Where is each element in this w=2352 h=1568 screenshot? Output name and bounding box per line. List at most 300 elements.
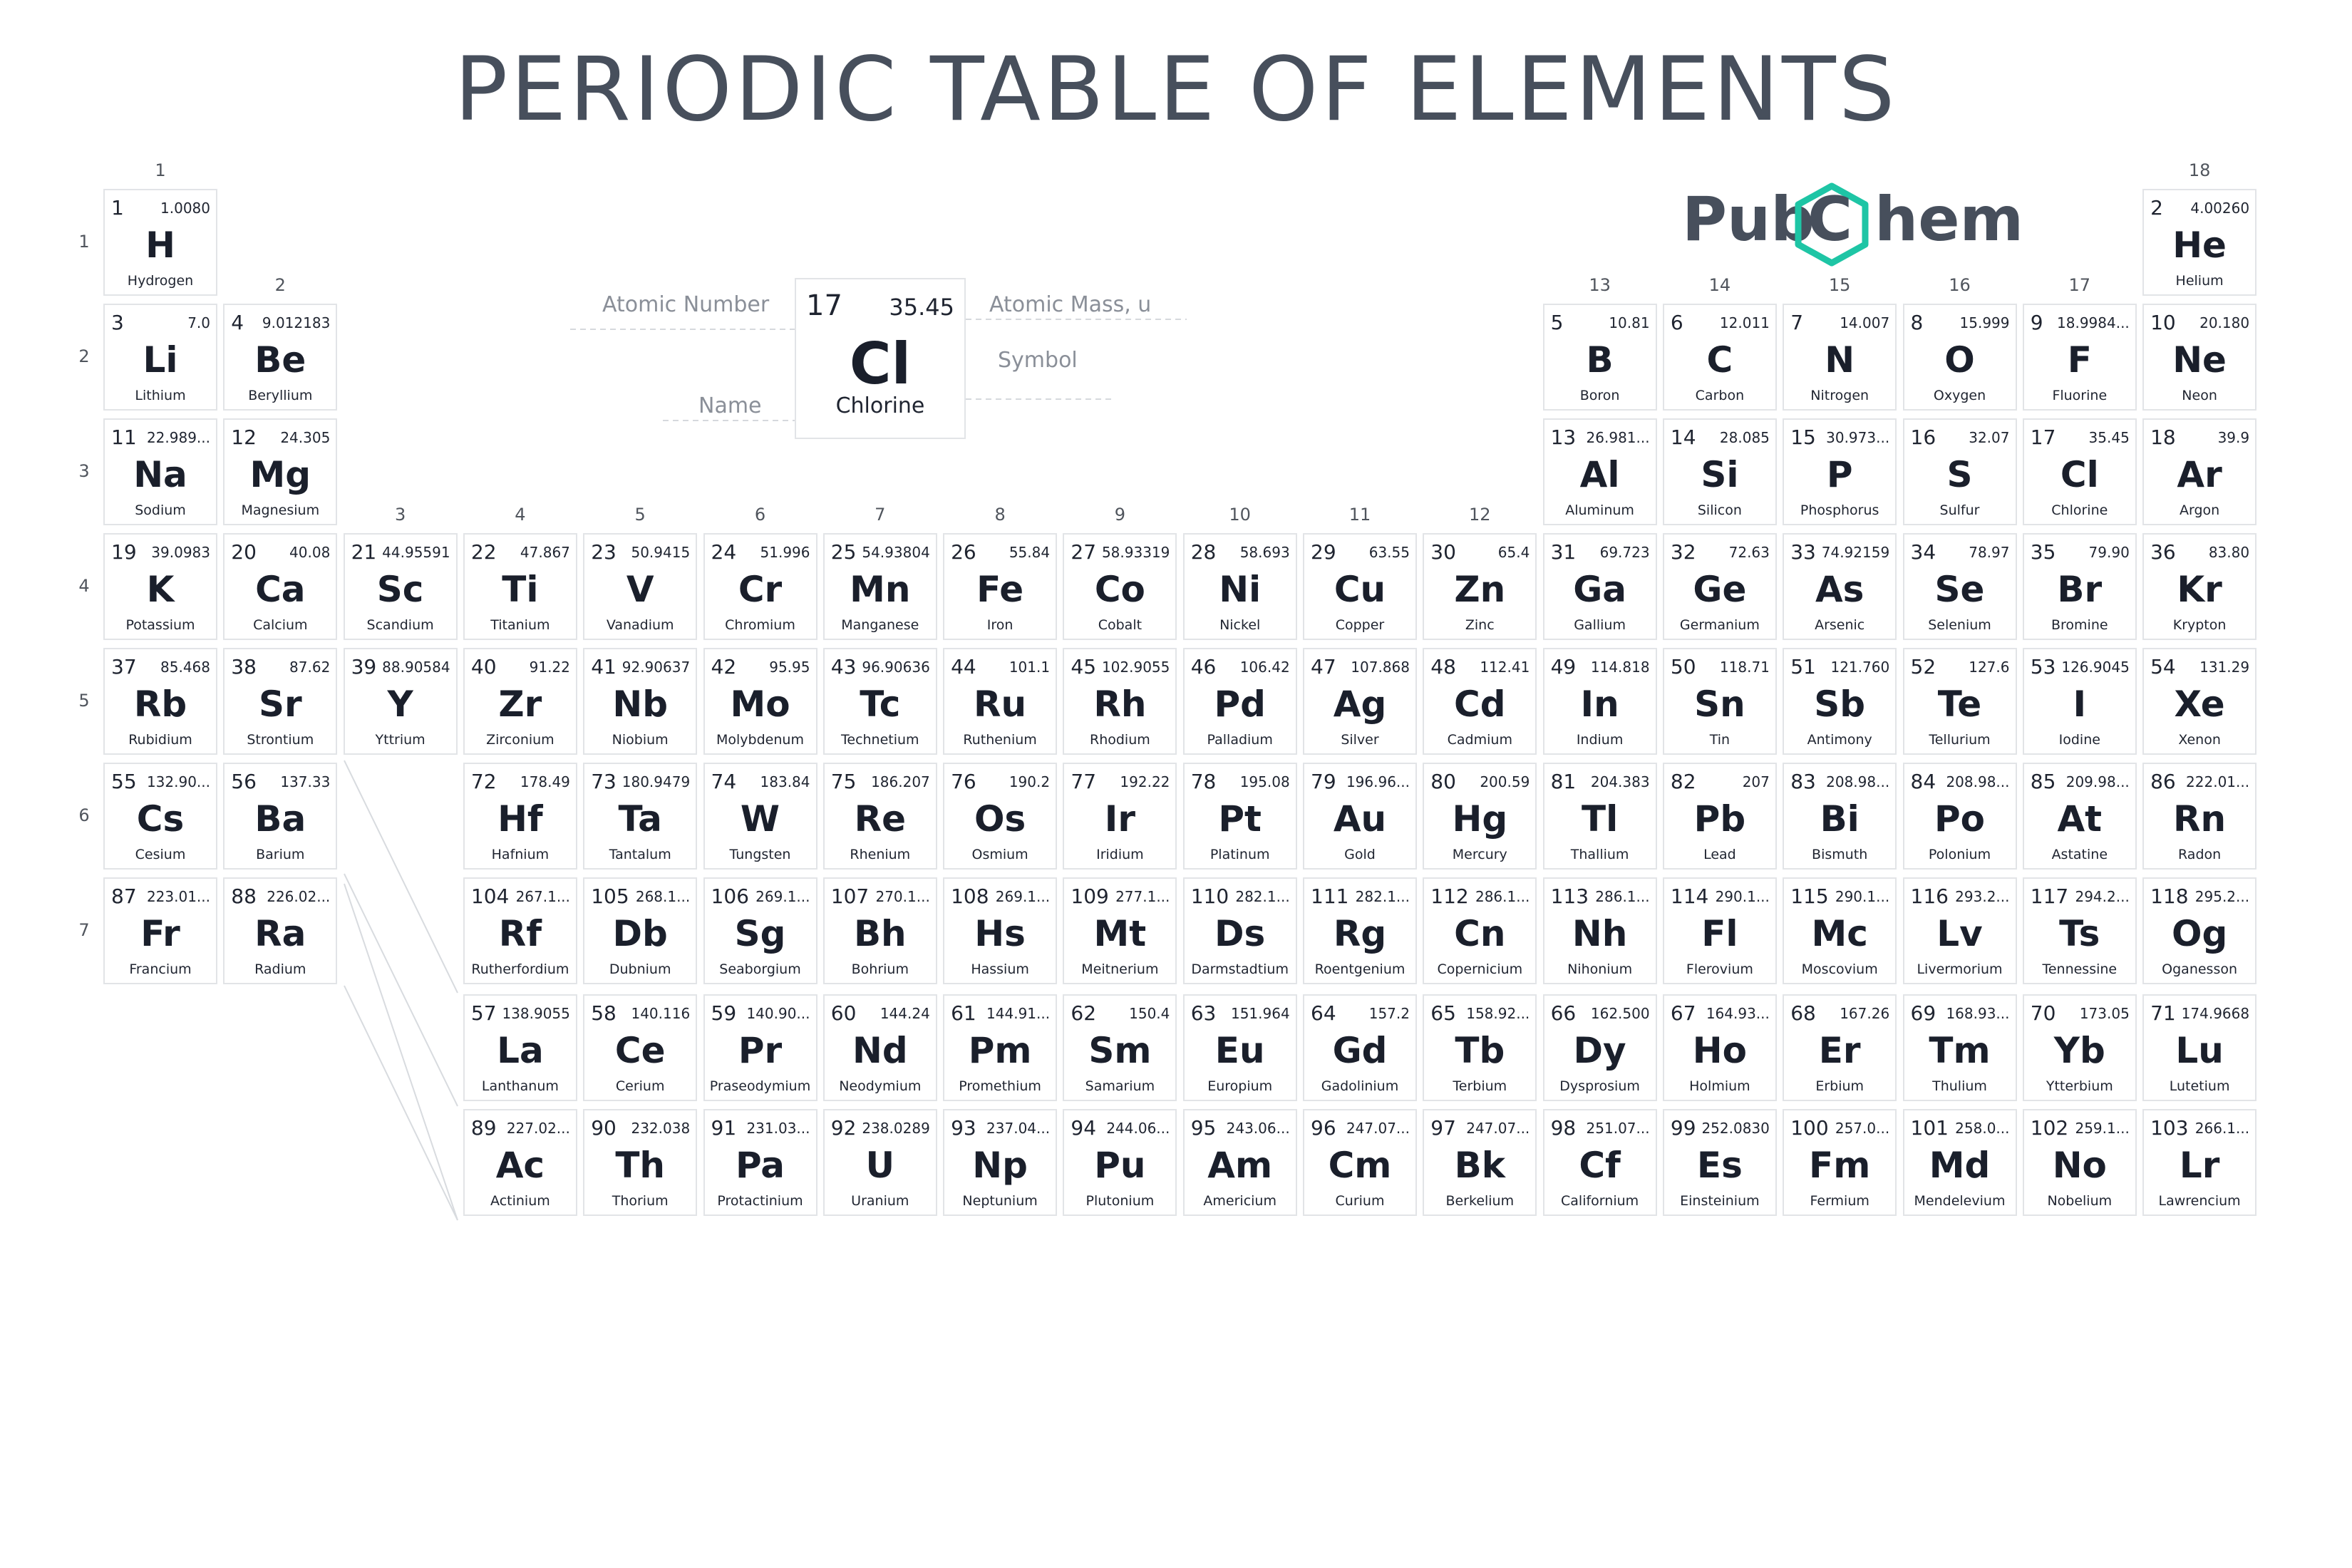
element-symbol: B: [1586, 339, 1614, 381]
element-atomic-mass: 10.81: [1609, 314, 1650, 331]
element-name: Germanium: [1679, 617, 1760, 633]
element-cell-he[interactable]: [2142, 189, 2256, 296]
legend-label-atomic-mass: Atomic Mass, u: [989, 292, 1152, 317]
element-cell-al[interactable]: [1543, 418, 1657, 525]
element-atomic-number: 77: [1071, 770, 1097, 793]
element-name: Strontium: [247, 732, 314, 748]
element-cell-ce[interactable]: [583, 994, 697, 1101]
element-name: Technetium: [841, 732, 919, 748]
element-symbol: Nb: [612, 684, 668, 725]
element-atomic-mass: 140.90...: [746, 1005, 810, 1022]
element-cell-rh[interactable]: [1063, 648, 1177, 755]
element-atomic-number: 3: [111, 311, 124, 334]
element-name: Chromium: [725, 617, 795, 633]
element-cell-am[interactable]: [1183, 1109, 1297, 1216]
element-atomic-number: 60: [830, 1001, 857, 1025]
element-atomic-number: 33: [1790, 540, 1816, 564]
element-atomic-mass: 237.04...: [986, 1120, 1051, 1137]
page-title: PERIODIC TABLE OF ELEMENTS: [454, 38, 1898, 141]
group-label: 10: [1229, 505, 1251, 525]
element-atomic-mass: 173.05: [2079, 1005, 2130, 1022]
element-cell-mt[interactable]: [1063, 877, 1177, 984]
element-atomic-mass: 107.868: [1351, 659, 1410, 676]
element-symbol: Ra: [254, 913, 306, 954]
element-name: Terbium: [1453, 1078, 1507, 1094]
element-name: Antimony: [1807, 732, 1872, 748]
element-atomic-number: 118: [2150, 884, 2189, 908]
group-label: 13: [1589, 275, 1611, 295]
element-atomic-number: 21: [351, 540, 377, 564]
element-name: Carbon: [1695, 388, 1745, 403]
element-atomic-mass: 286.1...: [1595, 888, 1650, 905]
element-atomic-mass: 222.01...: [2186, 773, 2250, 790]
element-cell-hf[interactable]: [463, 763, 577, 870]
element-cell-tb[interactable]: [1423, 994, 1537, 1101]
element-symbol: Sb: [1814, 684, 1866, 725]
element-cell-bh[interactable]: [823, 877, 937, 984]
element-atomic-number: 4: [231, 311, 244, 334]
element-symbol: Te: [1937, 684, 1982, 725]
element-name: Tellurium: [1929, 732, 1991, 748]
element-cell-gd[interactable]: [1303, 994, 1417, 1101]
element-cell-ra[interactable]: [223, 877, 337, 984]
element-atomic-number: 25: [830, 540, 857, 564]
element-cell-ga[interactable]: [1543, 533, 1657, 640]
element-cell-ti[interactable]: [463, 533, 577, 640]
element-cell-fl[interactable]: [1663, 877, 1777, 984]
element-cell-es[interactable]: [1663, 1109, 1777, 1216]
element-atomic-mass: 1.0080: [160, 200, 210, 217]
element-atomic-mass: 204.383: [1590, 773, 1650, 790]
element-cell-hs[interactable]: [943, 877, 1057, 984]
element-cell-ds[interactable]: [1183, 877, 1297, 984]
element-cell-as[interactable]: [1783, 533, 1897, 640]
element-cell-pd[interactable]: [1183, 648, 1297, 755]
element-atomic-number: 78: [1190, 770, 1217, 793]
element-symbol: Ho: [1692, 1030, 1747, 1071]
element-name: Iridium: [1096, 847, 1144, 862]
element-cell-co[interactable]: [1063, 533, 1177, 640]
element-atomic-mass: 63.55: [1368, 544, 1410, 561]
element-name: Lutetium: [2169, 1078, 2230, 1094]
element-cell-os[interactable]: [943, 763, 1057, 870]
element-atomic-number: 90: [591, 1116, 617, 1140]
element-atomic-number: 86: [2150, 770, 2176, 793]
element-cell-i[interactable]: [2023, 648, 2137, 755]
element-cell-sg[interactable]: [703, 877, 817, 984]
element-name: Oganesson: [2162, 961, 2238, 977]
element-atomic-mass: 114.818: [1590, 659, 1650, 676]
element-atomic-number: 75: [830, 770, 857, 793]
element-name: Zinc: [1465, 617, 1495, 633]
element-name: Calcium: [253, 617, 308, 633]
element-atomic-number: 15: [1790, 425, 1816, 449]
element-cell-fm[interactable]: [1783, 1109, 1897, 1216]
element-cell-ar[interactable]: [2142, 418, 2256, 525]
element-cell-si[interactable]: [1663, 418, 1777, 525]
element-cell-b[interactable]: [1543, 304, 1657, 411]
element-cell-w[interactable]: [703, 763, 817, 870]
element-cell-rn[interactable]: [2142, 763, 2256, 870]
element-atomic-number: 11: [111, 425, 137, 449]
element-atomic-mass: 207: [1742, 773, 1770, 790]
element-name: Flerovium: [1686, 961, 1753, 977]
element-cell-h[interactable]: [103, 189, 217, 296]
element-atomic-mass: 137.33: [280, 773, 331, 790]
element-cell-be[interactable]: [223, 304, 337, 411]
element-name: Promethium: [959, 1078, 1041, 1094]
element-name: Dubnium: [609, 961, 671, 977]
element-cell-dy[interactable]: [1543, 994, 1657, 1101]
element-symbol: Ba: [254, 798, 306, 840]
element-atomic-number: 35: [2030, 540, 2056, 564]
element-atomic-number: 29: [1311, 540, 1336, 564]
element-cell-fr[interactable]: [103, 877, 217, 984]
element-symbol: Pm: [968, 1030, 1032, 1071]
element-cell-yb[interactable]: [2023, 994, 2137, 1101]
element-cell-ba[interactable]: [223, 763, 337, 870]
element-symbol: Pu: [1094, 1145, 1146, 1186]
element-symbol: Rn: [2173, 798, 2227, 840]
element-name: Xenon: [2178, 732, 2221, 748]
element-atomic-number: 2: [2150, 196, 2163, 220]
element-cell-sn[interactable]: [1663, 648, 1777, 755]
element-cell-sb[interactable]: [1783, 648, 1897, 755]
element-atomic-mass: 174.9668: [2181, 1005, 2250, 1022]
element-atomic-mass: 138.9055: [502, 1005, 570, 1022]
element-cell-md[interactable]: [1903, 1109, 2017, 1216]
group-label: 16: [1949, 275, 1971, 295]
element-cell-s[interactable]: [1903, 418, 2017, 525]
element-cell-ru[interactable]: [943, 648, 1057, 755]
element-cell-p[interactable]: [1783, 418, 1897, 525]
element-cell-cm[interactable]: [1303, 1109, 1417, 1216]
element-atomic-number: 95: [1190, 1116, 1217, 1140]
element-cell-mo[interactable]: [703, 648, 817, 755]
element-cell-nd[interactable]: [823, 994, 937, 1101]
element-symbol: Mg: [249, 454, 311, 495]
element-cell-v[interactable]: [583, 533, 697, 640]
element-cell-cr[interactable]: [703, 533, 817, 640]
element-cell-zr[interactable]: [463, 648, 577, 755]
element-symbol: Nd: [852, 1030, 908, 1071]
element-cell-rg[interactable]: [1303, 877, 1417, 984]
element-atomic-number: 31: [1550, 540, 1577, 564]
element-cell-mc[interactable]: [1783, 877, 1897, 984]
element-atomic-number: 54: [2150, 655, 2176, 679]
element-cell-te[interactable]: [1903, 648, 2017, 755]
element-cell-cf[interactable]: [1543, 1109, 1657, 1216]
element-cell-bi[interactable]: [1783, 763, 1897, 870]
element-symbol: Cs: [136, 798, 185, 840]
element-cell-no[interactable]: [2023, 1109, 2137, 1216]
element-atomic-number: 53: [2030, 655, 2056, 679]
element-cell-og[interactable]: [2142, 877, 2256, 984]
element-atomic-mass: 269.1...: [995, 888, 1051, 905]
element-cell-c[interactable]: [1663, 304, 1777, 411]
element-symbol: Ti: [502, 569, 539, 610]
element-cell-ca[interactable]: [223, 533, 337, 640]
element-cell-ts[interactable]: [2023, 877, 2137, 984]
element-atomic-mass: 55.84: [1009, 544, 1051, 561]
element-cell-rb[interactable]: [103, 648, 217, 755]
element-atomic-mass: 65.4: [1497, 544, 1530, 561]
element-cell-at[interactable]: [2023, 763, 2137, 870]
element-cell-ta[interactable]: [583, 763, 697, 870]
element-atomic-mass: 293.2...: [1955, 888, 2010, 905]
element-atomic-mass: 286.1...: [1475, 888, 1530, 905]
element-symbol: Ca: [255, 569, 306, 610]
element-cell-mg[interactable]: [223, 418, 337, 525]
element-atomic-number: 16: [1910, 425, 1936, 449]
element-atomic-number: 36: [2150, 540, 2176, 564]
element-symbol: Xe: [2174, 684, 2225, 725]
element-atomic-mass: 106.42: [1239, 659, 1290, 676]
element-cell-sc[interactable]: [344, 533, 458, 640]
element-symbol: Mt: [1093, 913, 1147, 954]
element-atomic-number: 106: [711, 884, 749, 908]
element-name: Selenium: [1928, 617, 1991, 633]
element-name: Americium: [1203, 1193, 1276, 1209]
period-label: 5: [78, 691, 90, 711]
element-atomic-number: 37: [111, 655, 137, 679]
element-atomic-mass: 7.0: [187, 314, 210, 331]
element-cell-na[interactable]: [103, 418, 217, 525]
element-name: Boron: [1579, 388, 1620, 403]
element-cell-rf[interactable]: [463, 877, 577, 984]
element-symbol: Os: [974, 798, 1026, 840]
element-atomic-number: 27: [1071, 540, 1097, 564]
element-symbol: Cu: [1334, 569, 1386, 610]
element-cell-au[interactable]: [1303, 763, 1417, 870]
element-atomic-mass: 72.63: [1728, 544, 1770, 561]
element-atomic-mass: 195.08: [1239, 773, 1290, 790]
element-cell-pm[interactable]: [943, 994, 1057, 1101]
element-cell-pa[interactable]: [703, 1109, 817, 1216]
element-cell-f[interactable]: [2023, 304, 2137, 411]
element-symbol: P: [1826, 454, 1853, 495]
element-symbol: Ne: [2172, 339, 2227, 381]
element-cell-th[interactable]: [583, 1109, 697, 1216]
element-name: Californium: [1561, 1193, 1639, 1209]
element-cell-cn[interactable]: [1423, 877, 1537, 984]
element-name: Mendelevium: [1914, 1193, 2006, 1209]
element-cell-kr[interactable]: [2142, 533, 2256, 640]
group-label: 8: [994, 505, 1006, 525]
element-cell-db[interactable]: [583, 877, 697, 984]
element-name: Nickel: [1219, 617, 1261, 633]
element-atomic-mass: 79.90: [2088, 544, 2130, 561]
element-name: Holmium: [1689, 1078, 1750, 1094]
element-cell-tc[interactable]: [823, 648, 937, 755]
element-symbol: Zr: [498, 684, 542, 725]
element-symbol: Co: [1094, 569, 1145, 610]
element-symbol: Pb: [1693, 798, 1746, 840]
element-name: Uranium: [851, 1193, 909, 1209]
element-cell-nb[interactable]: [583, 648, 697, 755]
element-name: Cobalt: [1098, 617, 1143, 633]
element-atomic-mass: 208.98...: [1826, 773, 1890, 790]
element-cell-fe[interactable]: [943, 533, 1057, 640]
element-cell-pt[interactable]: [1183, 763, 1297, 870]
element-symbol: Kr: [2177, 569, 2222, 610]
element-atomic-mass: 58.93319: [1101, 544, 1170, 561]
element-atomic-mass: 95.95: [769, 659, 810, 676]
element-name: Rubidium: [128, 732, 192, 748]
element-cell-pb[interactable]: [1663, 763, 1777, 870]
element-symbol: Lv: [1936, 913, 1983, 954]
element-name: Astatine: [2051, 847, 2108, 862]
element-symbol: Cm: [1328, 1145, 1392, 1186]
element-cell-zn[interactable]: [1423, 533, 1537, 640]
element-cell-np[interactable]: [943, 1109, 1057, 1216]
logo-hex-letter: C: [1807, 184, 1853, 255]
element-atomic-number: 63: [1190, 1001, 1217, 1025]
element-atomic-number: 57: [470, 1001, 497, 1025]
group-label: 12: [1469, 505, 1491, 525]
element-cell-lu[interactable]: [2142, 994, 2256, 1101]
element-name: Platinum: [1209, 847, 1270, 862]
element-atomic-number: 88: [231, 884, 257, 908]
element-atomic-mass: 20.180: [2199, 314, 2250, 331]
element-atomic-mass: 223.01...: [146, 888, 210, 905]
element-cell-re[interactable]: [823, 763, 937, 870]
element-atomic-number: 85: [2030, 770, 2056, 793]
element-name: Moscovium: [1801, 961, 1878, 977]
element-cell-se[interactable]: [1903, 533, 2017, 640]
element-name: Rutherfordium: [471, 961, 569, 977]
element-name: Molybdenum: [716, 732, 804, 748]
element-symbol: Yb: [2053, 1030, 2105, 1071]
element-atomic-number: 9: [2030, 311, 2043, 334]
legend-atomic-number: 17: [806, 289, 842, 322]
element-atomic-mass: 39.9: [2217, 429, 2250, 446]
element-atomic-mass: 277.1...: [1115, 888, 1170, 905]
element-cell-pr[interactable]: [703, 994, 817, 1101]
element-name: Neon: [2182, 388, 2217, 403]
element-symbol: Bh: [853, 913, 907, 954]
element-symbol: Tb: [1455, 1030, 1505, 1071]
element-symbol: Np: [972, 1145, 1028, 1186]
element-cell-o[interactable]: [1903, 304, 2017, 411]
element-atomic-mass: 18.9984...: [2057, 314, 2130, 331]
element-atomic-number: 109: [1071, 884, 1109, 908]
element-atomic-mass: 54.93804: [862, 544, 930, 561]
element-symbol: Sc: [376, 569, 424, 610]
element-name: Gold: [1344, 847, 1376, 862]
element-cell-ni[interactable]: [1183, 533, 1297, 640]
element-atomic-number: 94: [1071, 1116, 1097, 1140]
element-cell-hg[interactable]: [1423, 763, 1537, 870]
element-cell-cs[interactable]: [103, 763, 217, 870]
element-name: Aluminum: [1565, 502, 1634, 518]
element-symbol: Bi: [1820, 798, 1860, 840]
element-name: Roentgenium: [1314, 961, 1405, 977]
element-cell-mn[interactable]: [823, 533, 937, 640]
group-label: 18: [2188, 160, 2211, 180]
element-cell-ag[interactable]: [1303, 648, 1417, 755]
element-cell-po[interactable]: [1903, 763, 2017, 870]
element-atomic-mass: 151.964: [1230, 1005, 1290, 1022]
element-atomic-number: 13: [1550, 425, 1577, 449]
element-cell-li[interactable]: [103, 304, 217, 411]
element-atomic-number: 64: [1311, 1001, 1336, 1025]
element-cell-y[interactable]: [344, 648, 458, 755]
element-symbol: Si: [1701, 454, 1739, 495]
element-cell-nh[interactable]: [1543, 877, 1657, 984]
element-name: Tungsten: [729, 847, 791, 862]
element-name: Neodymium: [839, 1078, 922, 1094]
element-cell-cu[interactable]: [1303, 533, 1417, 640]
element-atomic-number: 79: [1311, 770, 1336, 793]
element-cell-sm[interactable]: [1063, 994, 1177, 1101]
element-symbol: Mn: [850, 569, 911, 610]
element-name: Lead: [1703, 847, 1736, 862]
element-name: Dysprosium: [1559, 1078, 1640, 1094]
element-name: Hafnium: [491, 847, 550, 862]
element-cell-cd[interactable]: [1423, 648, 1537, 755]
element-name: Barium: [256, 847, 305, 862]
element-cell-er[interactable]: [1783, 994, 1897, 1101]
group-label: 4: [515, 505, 526, 525]
element-atomic-mass: 232.038: [631, 1120, 691, 1137]
element-cell-k[interactable]: [103, 533, 217, 640]
element-cell-lr[interactable]: [2142, 1109, 2256, 1216]
element-cell-ge[interactable]: [1663, 533, 1777, 640]
element-symbol: Ru: [974, 684, 1027, 725]
element-cell-bk[interactable]: [1423, 1109, 1537, 1216]
element-cell-ne[interactable]: [2142, 304, 2256, 411]
element-cell-n[interactable]: [1783, 304, 1897, 411]
element-atomic-number: 18: [2150, 425, 2176, 449]
element-name: Neptunium: [962, 1193, 1038, 1209]
element-cell-pu[interactable]: [1063, 1109, 1177, 1216]
element-cell-cl[interactable]: [2023, 418, 2137, 525]
element-symbol: Fl: [1701, 913, 1738, 954]
element-cell-u[interactable]: [823, 1109, 937, 1216]
element-cell-ho[interactable]: [1663, 994, 1777, 1101]
element-cell-br[interactable]: [2023, 533, 2137, 640]
element-symbol: Li: [143, 339, 178, 381]
element-cell-ir[interactable]: [1063, 763, 1177, 870]
element-cell-in[interactable]: [1543, 648, 1657, 755]
element-atomic-mass: 282.1...: [1235, 888, 1290, 905]
element-name: Mercury: [1452, 847, 1507, 862]
group-label: 2: [274, 275, 286, 295]
element-symbol: Sm: [1088, 1030, 1152, 1071]
element-name: Rhenium: [850, 847, 911, 862]
group-label: 6: [754, 505, 766, 525]
element-cell-la[interactable]: [463, 994, 577, 1101]
element-cell-tl[interactable]: [1543, 763, 1657, 870]
element-cell-eu[interactable]: [1183, 994, 1297, 1101]
period-label: 3: [78, 461, 90, 481]
element-cell-xe[interactable]: [2142, 648, 2256, 755]
element-cell-lv[interactable]: [1903, 877, 2017, 984]
element-cell-ac[interactable]: [463, 1109, 577, 1216]
element-symbol: Lr: [2179, 1145, 2220, 1186]
element-atomic-mass: 144.91...: [986, 1005, 1051, 1022]
element-symbol: Md: [1929, 1145, 1991, 1186]
group-label: 15: [1828, 275, 1851, 295]
element-cell-tm[interactable]: [1903, 994, 2017, 1101]
element-atomic-number: 8: [1910, 311, 1924, 334]
element-name: Scandium: [366, 617, 434, 633]
element-atomic-number: 115: [1790, 884, 1829, 908]
element-cell-sr[interactable]: [223, 648, 337, 755]
element-atomic-number: 93: [951, 1116, 976, 1140]
element-name: Palladium: [1207, 732, 1273, 748]
